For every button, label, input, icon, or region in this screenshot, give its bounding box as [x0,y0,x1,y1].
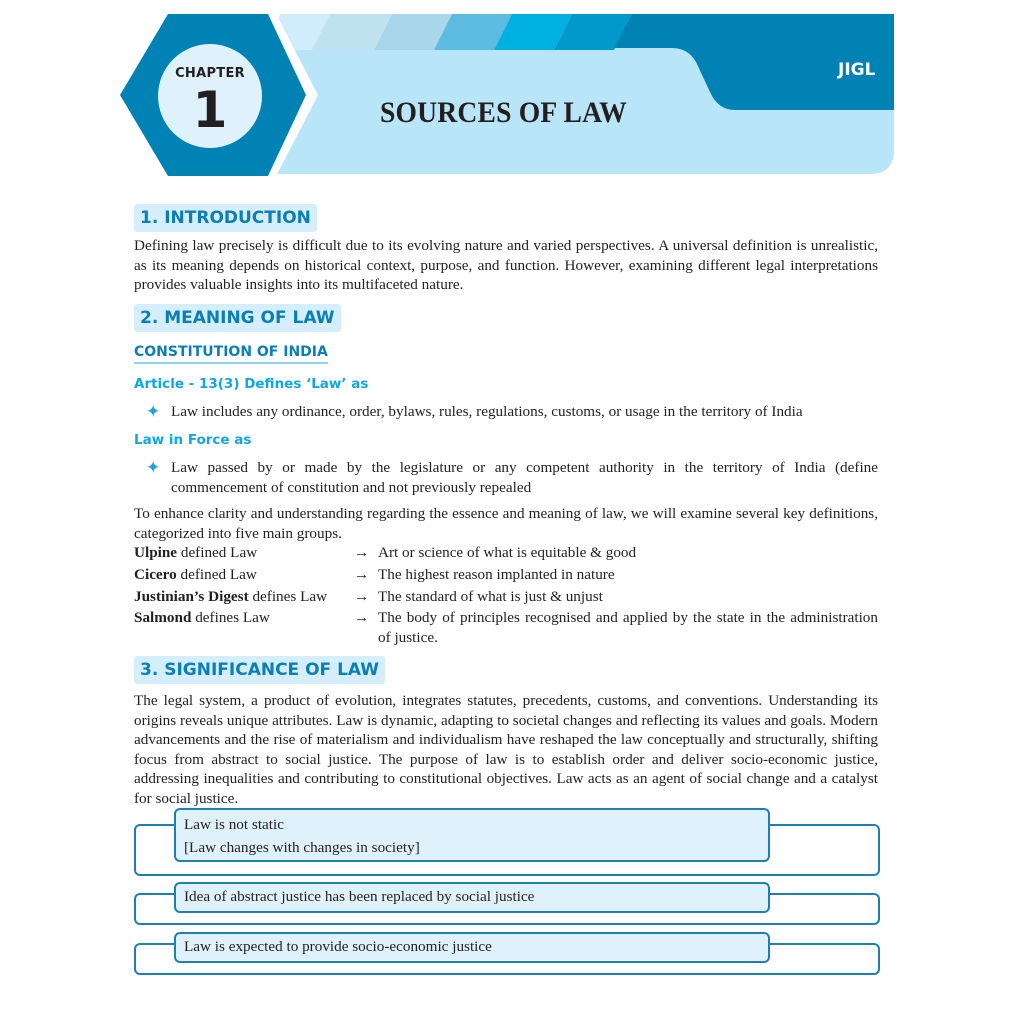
introduction-paragraph: Defining law precisely is difficult due to its evolving nature and varied perspectives. A universal definition is unrealistic, as its meaning depends on historical context, purpose, and function. However, examining different legal interpretations provides valuable insights into its multifaceted nature. [134,237,878,293]
chapter-banner [0,0,1024,190]
definer-name: Justinian’s Digest [134,588,249,605]
box-line: Law is expected to provide socio-economic justice [184,938,492,955]
star-bullet-icon: ✦ [146,402,161,421]
definitions-intro-paragraph: To enhance clarity and understanding regarding the essence and meaning of law, we will examine several key definitions, categorized into five main groups. [134,505,878,542]
definer-suffix: defined Law [176,566,257,583]
definer-suffix: defines Law [248,588,328,605]
definer-name: Ulpine [134,544,178,561]
definer-name: Cicero [134,566,177,583]
box-line: [Law changes with changes in society] [184,839,420,856]
significance-box [174,808,770,862]
box-line: Law is not static [184,816,284,833]
arrow-icon: → [354,544,370,561]
law-in-force-heading: Law in Force as [134,432,252,448]
force-bullet-text: Law passed by or made by the legislature or any competent authority in the territory of India (define commencement of constitution and not previously repealed [171,459,878,496]
article-heading: Article - 13(3) Defines ‘Law’ as [134,376,369,392]
definition-meaning: The highest reason implanted in nature [378,566,615,583]
section-heading-introduction: 1. INTRODUCTION [134,204,317,232]
chapter-label: CHAPTER [175,66,245,81]
arrow-icon: → [354,609,370,626]
article-bullet-text: Law includes any ordinance, order, bylaws, rules, regulations, customs, or usage in the territory of India [171,403,803,420]
definer-name: Salmond [134,609,192,626]
subheading-constitution: CONSTITUTION OF INDIA [134,344,328,364]
arrow-icon: → [354,566,370,583]
significance-box [174,932,770,963]
significance-paragraph: The legal system, a product of evolution, integrates statutes, precedents, customs, and conventions. Understanding its origins reveals unique attributes. Law is dynamic, adapting to societal changes and reflecting its values and goals. Modern advancements and the rise of materialism and individualism have reshaped the law conceptually and structurally, shifting focus from abstract to social justice. The purpose of law is to establish order and deliver socio-economic justice, addressing inequalities and contributing to constitutional objectives. Law acts as an agent of social change and a catalyst for social justice. [134,692,878,807]
article-bullet [146,402,878,422]
brand-label: JIGL [838,60,876,80]
arrow-icon: → [354,588,370,605]
force-bullet [146,458,878,497]
definition-meaning: The body of principles recognised and applied by the state in the administration of justice. [378,609,878,646]
section-heading-meaning: 2. MEANING OF LAW [134,304,341,332]
chapter-number: 1 [192,81,228,139]
star-bullet-icon: ✦ [146,458,161,477]
box-line: Idea of abstract justice has been replaced by social justice [184,888,535,905]
definer-suffix: defined Law [177,544,258,561]
section-heading-significance: 3. SIGNIFICANCE OF LAW [134,656,385,684]
chapter-title: SOURCES OF LAW [380,96,627,129]
definer-suffix: defines Law [191,609,270,626]
chapter-badge [158,44,262,148]
significance-box [174,882,770,913]
definition-meaning: The standard of what is just & unjust [378,588,603,605]
banner-graphic [0,0,1024,190]
definition-meaning: Art or science of what is equitable & good [378,544,637,561]
